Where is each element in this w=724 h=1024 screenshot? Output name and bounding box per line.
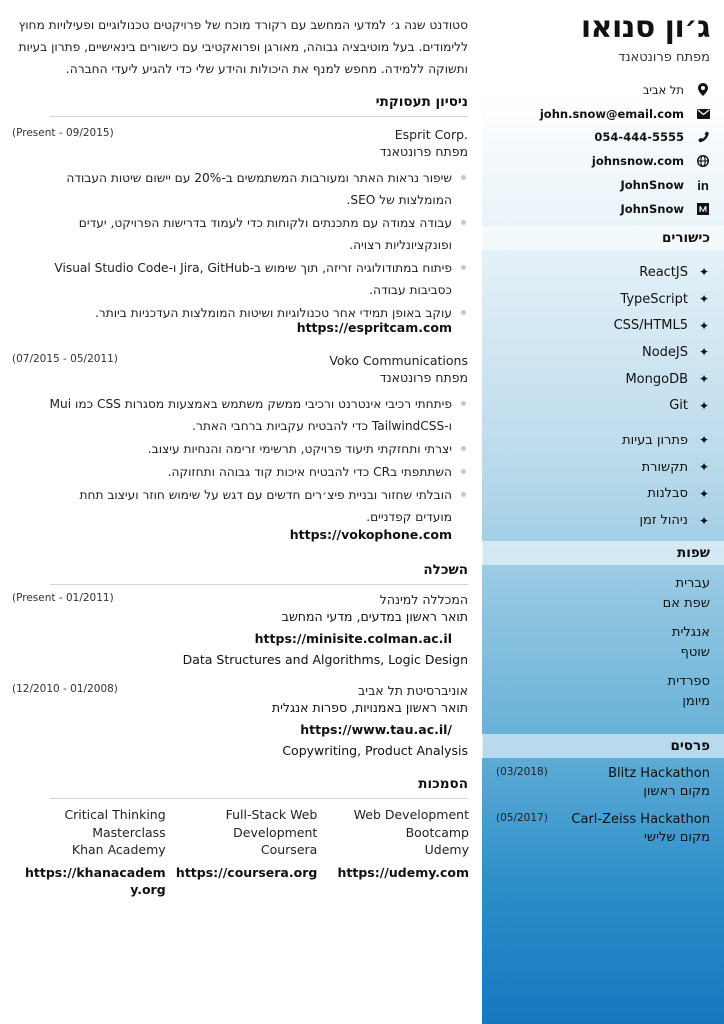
star-icon: ✦ [698,486,710,501]
awards-list [496,765,710,857]
profile-role: מפתח פרונטאנד [618,50,710,65]
globe-icon [696,154,710,168]
contact-linkedin-text[interactable]: JohnSnow [620,178,684,193]
certificates-list [14,806,469,899]
soft-skill-item: ✦ ניהול זמן [639,513,710,529]
certificates-heading: הסמכות [50,776,468,799]
contact-phone[interactable] [500,126,710,150]
job-role: מפתח פרונטאנד [379,370,468,385]
medium-icon [696,202,710,216]
contact-email[interactable] [500,102,710,126]
languages-list [500,574,710,721]
job-date: (07/2015 - 05/2011) [12,353,118,365]
email-icon [696,107,710,121]
contact-linkedin[interactable] [500,173,710,197]
star-icon: ✦ [698,513,710,528]
job-bullets [48,167,468,325]
job-date: (Present - 09/2015) [12,127,114,139]
certificate-org: Coursera [260,842,318,857]
edu-degree: תואר ראשון במדעים, מדעי המחשב [281,609,468,624]
location-pin-icon [696,83,710,97]
list-item: עוקב באופן תמידי אחר טכנולוגיות ושיטות המומלצות העדכניות ביותר. [48,302,468,324]
certificate-name: Web Development Bootcamp [353,807,469,840]
award-name: Blitz Hackathon [608,766,710,781]
edu-degree: תואר ראשון באמנויות, ספרות אנגלית [271,700,468,715]
star-icon: ✦ [698,345,710,360]
list-item: עבודה צמודה עם מתכנתים ולקוחות כדי לעמוד בדרישות הפרויקט, יעדים ופונקציונליות רצויה. [48,212,468,256]
phone-icon [696,130,710,144]
contact-list [500,78,710,221]
certificate-name: Full-Stack Web Development [225,807,318,840]
list-item: פיתחתי רכיבי אינטרנט ורכיבי ממשק משתמש באמצעות מסגרות CSS כמו Mui ו-TailwindCSS כדי להבטיח עקביות ברחבי האתר. [48,393,468,437]
job-header [12,352,468,370]
language-item: ספרדית מיומן [667,674,710,709]
list-item: השתתפתי בCR כדי להבטיח איכות קוד גבוהה ותחזוקה. [48,461,468,483]
skills-gap [500,419,710,427]
certificate-link[interactable]: https://coursera.org [175,864,318,880]
certificate-org: Khan Academy [71,842,166,857]
award-date: (05/2017) [496,812,548,824]
skill-item: ✦ CSS/HTML5 [613,318,710,334]
certificate-name: Critical Thinking Masterclass [64,807,166,840]
edu-school: המכללה למינהל [379,592,468,607]
star-icon: ✦ [698,265,710,280]
list-item: שיפור נראות האתר ומעורבות המשתמשים ב-20% עם יישום שיטות העבודה המומלצות של SEO. [48,167,468,211]
contact-location-text: תל אביב [642,82,684,97]
award-date: (03/2018) [496,766,548,778]
awards-heading: פרסים [482,734,724,758]
certificate-org: Udemy [424,842,469,857]
sidebar [482,0,724,1024]
contact-phone-text[interactable]: 054-444-5555 [594,130,684,145]
list-item: פיתוח במתודולוגיה זריזה, תוך שימוש ב-Jira, GitHub ו-Visual Studio Code כסביבות עבודה. [48,257,468,301]
edu-header [12,682,468,700]
experience-heading: ניסיון תעסוקתי [50,94,468,117]
skill-item: ✦ MongoDB [625,371,710,387]
soft-skill-item: ✦ סבלנות [647,486,710,502]
contact-medium[interactable] [500,197,710,221]
education-heading: השכלה [50,562,468,585]
star-icon: ✦ [698,318,710,333]
contact-email-text[interactable]: john.snow@email.com [539,106,684,121]
soft-skill-item: ✦ פתרון בעיות [622,432,710,448]
certificate-link[interactable]: https://khanacademy.org [25,864,166,897]
certificate-link[interactable]: https://udemy.com [337,864,469,880]
contact-website-text[interactable]: johnsnow.com [591,154,684,169]
skill-item: ✦ TypeScript [620,291,710,307]
job-link[interactable]: https://vokophone.com [289,527,452,542]
list-item: יצרתי ותחזקתי תיעוד פרויקט, תרשימי זרימה והנחיות עיצוב. [48,438,468,460]
skill-item: ✦ ReactJS [639,264,710,280]
soft-skill-item: ✦ תקשורת [641,459,710,475]
job-bullets [48,393,468,529]
star-icon: ✦ [698,433,710,448]
edu-school: אוניברסיטת תל אביב [358,683,468,698]
star-icon: ✦ [698,398,710,413]
award-place: מקום שלישי [644,830,710,845]
star-icon: ✦ [698,292,710,307]
contact-location [500,78,710,102]
profile-name: ג׳ון סנואו [580,10,710,45]
edu-date: (Present - 01/2011) [12,592,114,604]
job-role: מפתח פרונטאנד [379,144,468,159]
language-item: אנגלית שוטף [671,625,710,660]
job-company: Voko Communications [329,353,468,368]
job-company: Esprit Corp. [394,127,468,142]
star-icon: ✦ [698,460,710,475]
award-name: Carl-Zeiss Hackathon [571,812,710,827]
edu-header [12,591,468,609]
edu-link[interactable]: https://minisite.colman.ac.il [254,631,452,646]
certificate-item [317,806,469,899]
linkedin-icon: in [697,177,709,193]
certificate-item [14,806,166,899]
award-item [496,765,710,801]
edu-courses: Copywriting, Product Analysis [282,743,468,758]
skill-item: ✦ NodeJS [641,344,710,360]
language-item: עברית שפת אם [662,576,710,611]
list-item: הובלתי שחזור ובניית פיצ׳רים חדשים עם דגש על שימוש חוזר ועיצוב תחת מועדים קפדניים. [48,484,468,528]
skill-item: ✦ Git [669,398,710,414]
award-place: מקום ראשון [643,784,710,799]
languages-heading: שפות [482,541,724,565]
job-header [12,126,468,144]
job-link[interactable]: https://espritcam.com [296,320,452,335]
certificate-item [166,806,318,899]
edu-courses: Data Structures and Algorithms, Logic Design [182,652,468,667]
summary-text: סטודנט שנה ג׳ למדעי המחשב עם רקורד מוכח של פרויקטים טכנולוגיים ופעילויות מחוץ ללימודים. בעל מוטיבציה גבוהה, מאורגן ופרואקטיבי עם כישורים בינאישיים, פתרון בעיות ותשוקה ללמידה. מחפש למנף את היכולות והידע שלי כדי להגיע ליעדי החברה. [18,18,468,76]
edu-link[interactable]: https://www.tau.ac.il/ [300,722,452,737]
contact-medium-text[interactable]: JohnSnow [620,201,684,216]
edu-date: (12/2010 - 01/2008) [12,683,118,695]
award-item [496,811,710,847]
skills-list [500,259,710,534]
contact-website[interactable] [500,149,710,173]
skills-heading: כישורים [482,226,724,250]
star-icon: ✦ [698,372,710,387]
